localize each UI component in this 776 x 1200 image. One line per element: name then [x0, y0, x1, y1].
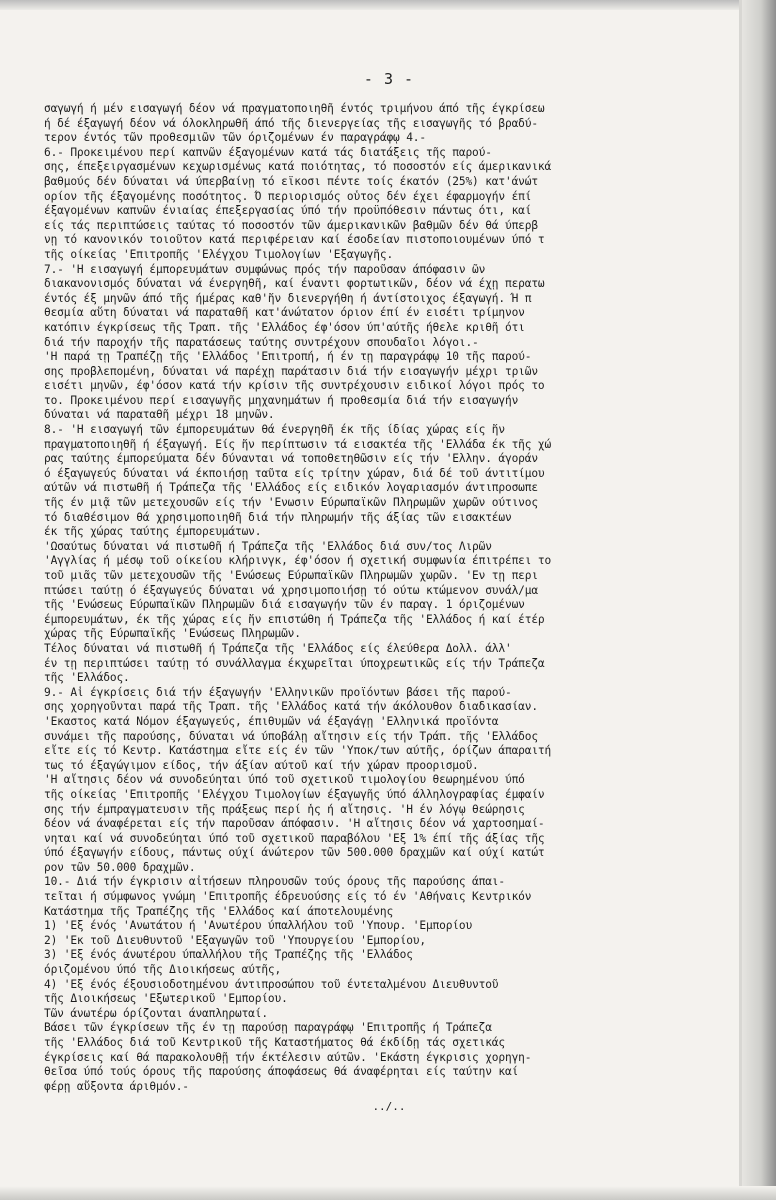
- text-line: 2) 'Εκ τοῦ Διευθυντοῦ 'Εξαγωγῶν τοῦ 'Υπουργείου 'Εμπορίου,: [44, 933, 426, 947]
- page-number: - 3 -: [363, 70, 415, 88]
- text-line: νηται καί νά συνοδεύηται ύπό τοῦ σχετικοῦ παραβόλου 'Εξ 1% έπί τῆς άξίας τῆς: [44, 831, 545, 845]
- scan-edge-top: [0, 0, 776, 10]
- text-line: τῆς Διοικήσεως 'Εξωτερικοῦ 'Εμπορίου.: [44, 992, 288, 1006]
- text-line: νῃ τό κανονικόν τοιοῦτον κατά περιφέρειαν καί έσοδείαν πιστοποιουμένων ύπό τ: [44, 233, 545, 247]
- text-line: Βάσει τῶν έγκρίσεων τῆς έν τῃ παρούσῃ παραγράφῳ 'Επιτροπῆς ή Τράπεζα: [44, 1021, 492, 1035]
- text-line: έν τῃ περιπτώσει ταύτῃ τό συνάλλαγμα έκχωρεῖται ύποχρεωτικῶς είς τήν Τράπεζα: [44, 656, 545, 670]
- text-line: κατόπιν έγκρίσεως τῆς Τραπ. τῆς 'Ελλάδος έφ'όσον ύπ'αύτῆς ήθελε κριθῆ ότι: [44, 320, 525, 334]
- text-line: όριζομένου ύπό τῆς Διοικήσεως αύτῆς,: [44, 963, 282, 977]
- text-line: τῆς οίκείας 'Επιτροπῆς 'Ελέγχου Τιμολογίων 'Εξαγωγῆς.: [44, 247, 394, 261]
- text-line: έξαγομένων καπνῶν ένιαίας έπεξεργασίας ύπό τήν προϋπόθεσιν πάντως ότι, καί: [44, 204, 532, 218]
- text-line: 9.- Αἱ έγκρίσεις διά τήν έξαγωγήν 'Ελληνικῶν προϊόντων βάσει τῆς παρού-: [44, 685, 512, 699]
- text-line: το. Προκειμένου περί εισαγωγῆς μηχανημάτων ή προθεσμία διά τήν εισαγωγήν: [44, 393, 519, 407]
- text-line: έγκρίσεις καί θά παρακολουθῇ τήν έκτέλεσιν αύτῶν. 'Εκάστη έγκρισις χορηγη-: [44, 1050, 532, 1064]
- text-line: τερον έντός τῶν προθεσμιῶν τῶν όριζομένων έν παραγράφῳ 4.-: [44, 131, 426, 145]
- text-line: τως τό έξαγώγιμον είδος, τήν άξίαν αύτοῦ καί τήν χώραν προορισμοῦ.: [44, 758, 479, 772]
- text-line: ύπό έξαγωγήν είδους, πάντως ούχί άνώτερον τῶν 500.000 δραχμῶν καί ούχί κατώτ: [44, 846, 545, 860]
- text-line: ό έξαγωγεύς δύναται νά έκποιήσῃ ταῦτα είς τρίτην χώραν, διά δέ τοῦ άντιτίμου: [44, 466, 545, 480]
- text-line: τῆς έν μιᾷ τῶν μετεχουσῶν είς τήν 'Ενωσιν Εύρωπαϊκῶν Πληρωμῶν χωρῶν ούτινος: [44, 496, 538, 510]
- text-line: 1) 'Εξ ένός 'Ανωτάτου ή 'Ανωτέρου ύπαλλήλου τοῦ 'Υπουρ. 'Εμπορίου: [44, 919, 473, 933]
- text-line: ρας ταύτης έμπορεύματα δέν δύνανται νά τοποθετηθῶσιν είς τήν 'Ελλην. άγοράν: [44, 452, 538, 466]
- text-line: συνάμει τῆς παρούσης, δύναται νά ύποβάλῃ αἴτησιν είς τήν Τράπ. τῆς 'Ελλάδος: [44, 729, 538, 743]
- text-line: έμπορευμάτων, έκ τῆς χώρας είς ἥν επιστώθη ή Τράπεζα τῆς 'Ελλάδος ή καί έτέρ: [44, 612, 545, 626]
- text-line: εἴτε είς τό Κεντρ. Κατάστημα εἴτε είς έν τῶν 'Υποκ/των αύτῆς, όρίζων άπαραιτή: [44, 744, 552, 758]
- continuation-mark: ../..: [372, 1100, 406, 1114]
- text-line: διά τήν παροχήν τῆς παρατάσεως ταύτης συντρέχουν σπουδαῖοι λόγοι.-: [44, 335, 479, 349]
- text-line: ή δέ έξαγωγή δέον νά όλοκληρωθῆ άπό τῆς διενεργείας τῆς εισαγωγῆς τό βραδύ-: [44, 116, 538, 130]
- text-line: σης τήν έμπραγματευσιν τῆς πράξεως περί ἧς ή αἴτησις. 'Η έν λόγῳ θεώρησις: [44, 802, 525, 816]
- text-line: 'Η αἴτησις δέον νά συνοδεύηται ύπό τοῦ σχετικοῦ τιμολογίου θεωρημένου ύπό: [44, 773, 525, 787]
- text-line: ορίον τῆς έξαγομένης ποσότητος. Ό περιορισμός οὗτος δέν έχει έφαρμογήν έπί: [44, 189, 532, 203]
- text-line: δέον νά άναφέρεται είς τήν παροῦσαν άπόφασιν. 'Η αἴτησις δέον νά χαρτοσημαί-: [44, 817, 545, 831]
- text-line: βαθμούς δέν δύναται νά ύπερβαίνῃ τό εϊκοσι πέντε τοίς έκατόν (25%) κατ'άνώτ: [44, 174, 538, 188]
- text-line: 'Αγγλίας ή μέσῳ τοῦ οίκείου κλήρινγκ, έφ'όσον ή σχετική συμφωνία έπιτρέπει το: [44, 554, 552, 568]
- text-line: Τῶν άνωτέρω όρίζονται άναπληρωταί.: [44, 1006, 268, 1020]
- text-line: χώρας τῆς Εύρωπαϊκῆς 'Ενώσεως Πληρωμῶν.: [44, 627, 301, 641]
- text-line: 'Η παρά τῃ Τραπέζῃ τῆς 'Ελλάδος 'Επιτροπή, ή έν τῃ παραγράφῳ 10 τῆς παρού-: [44, 350, 532, 364]
- text-line: 3) 'Εξ ένός άνωτέρου ύπαλλήλου τῆς Τραπέζης τῆς 'Ελλάδος: [44, 948, 413, 962]
- text-line: δύναται νά παραταθῆ μέχρι 18 μηνῶν.: [44, 408, 275, 422]
- text-line: 10.- Διά τήν έγκρισιν αἰτήσεων πληρουσῶν τούς όρους τῆς παρούσης άπαι-: [44, 875, 505, 889]
- document-body: [44, 102, 734, 1094]
- text-line: πραγματοποιηθῆ ή έξαγωγή. Είς ἥν περίπτωσιν τά εισακτέα τῆς 'Ελλάδα έκ τῆς χώ: [44, 437, 552, 451]
- text-line: 8.- 'Η εισαγωγή τῶν έμπορευμάτων θά ένεργηθῆ έκ τῆς ίδίας χώρας είς ἥν: [44, 423, 505, 437]
- text-line: σης προβλεπομένη, δύναται νά παρέχῃ παράτασιν διά τήν εισαγωγήν μέχρι τριῶν: [44, 364, 538, 378]
- text-line: τό διαθέσιμον θά χρησιμοποιηθῆ διά τήν πληρωμήν τῆς άξίας τῶν εισακτέων: [44, 510, 512, 524]
- text-line: Τέλος δύναται νά πιστωθῆ ή Τράπεζα τῆς 'Ελλάδος είς έλεύθερα Δολλ. άλλ': [44, 641, 512, 655]
- text-line: 6.- Προκειμένου περί καπνῶν έξαγομένων κατά τάς διατάξεις τῆς παρού-: [44, 145, 492, 159]
- text-line: τῆς 'Ενώσεως Εύρωπαϊκῶν Πληρωμῶν διά εισαγωγήν τῶν έν παραγ. 1 όριζομένων: [44, 598, 525, 612]
- text-line: έντός έξ μηνῶν άπό τῆς ήμέρας καθ'ἥν διενεργήθη ή άντίστοιχος έξαγωγή. Ή π: [44, 291, 532, 305]
- text-line: τῆς 'Ελλάδος.: [44, 671, 130, 685]
- text-line: σαγωγή ή μέν εισαγωγή δέον νά πραγματοποιηθῆ έντός τριμήνου άπό τῆς έγκρίσεω: [44, 102, 545, 115]
- text-line: σης, έπεξειργασμένων κεχωρισμένως κατά ποιότητας, τό ποσοστόν είς άμερικανικά: [44, 160, 552, 174]
- text-line: 4) 'Εξ ένός έξουσιοδοτημένου άντιπροσώπου τοῦ έντεταλμένου Διευθυντοῦ: [44, 977, 499, 991]
- scan-edge-bottom: [0, 1186, 776, 1200]
- scan-edge-right: [742, 0, 776, 1200]
- text-line: τοῦ μιᾶς τῶν μετεχουσῶν τῆς 'Ενώσεως Εύρωπαϊκῶν Πληρωμῶν χωρῶν. 'Εν τῃ περι: [44, 569, 538, 582]
- text-line: Κατάστημα τῆς Τραπέζης τῆς 'Ελλάδος καί άποτελουμένης: [44, 904, 394, 918]
- text-line: φέρῃ αὔξοντα άριθμόν.-: [44, 1079, 189, 1093]
- text-line: 7.- 'Η εισαγωγή έμπορευμάτων συμφώνως πρός τήν παροῦσαν άπόφασιν ῶν: [44, 262, 486, 276]
- text-line: 'Ωσαύτως δύναται νά πιστωθῆ ή Τράπεζα τῆς 'Ελλάδος διά συν/τος Λιρῶν: [44, 539, 492, 553]
- text-line: θεσμία αὕτη δύναται νά παραταθῆ κατ'άνώτατον όριον έπί έν εισέτι τρίμηνον: [44, 306, 525, 320]
- text-line: πτώσει ταύτῃ ό έξαγωγεύς δύναται νά χρησιμοποιήσῃ τό ούτω κτώμενον συνάλ/μα: [44, 583, 538, 597]
- text-line: σης χορηγοῦνται παρά τῆς Τραπ. τῆς 'Ελλάδος κατά τήν άκόλουθον διαδικασίαν.: [44, 700, 538, 714]
- text-line: τεῖται ή σύμφωνος γνώμη 'Επιτροπῆς έδρευούσης είς τό έν 'Αθήναις Κεντρικόν: [44, 890, 532, 904]
- text-line: εισέτι μηνῶν, έφ'όσον κατά τήν κρίσιν τῆς συντρέχουσιν ειδικοί λόγοι πρός το: [44, 379, 545, 393]
- text-line: τῆς 'Ελλάδος διά τοῦ Κεντρικοῦ τῆς Καταστήματος θά έκδίδῃ τάς σχετικάς: [44, 1036, 505, 1049]
- text-line: έκ τῆς χώρας ταύτης έμπορευμάτων.: [44, 525, 262, 539]
- text-line: ρον τῶν 50.000 δραχμῶν.: [44, 860, 196, 874]
- text-line: διακανονισμός δύναται νά ένεργηθῆ, καί έναντι φορτωτικῶν, δέον νά έχῃ περατω: [44, 277, 545, 291]
- text-line: 'Εκαστος κατά Νόμον έξαγωγεύς, έπιθυμῶν νά έξαγάγῃ 'Ελληνικά προϊόντα: [44, 714, 499, 728]
- text-line: είς τάς περιπτώσεις ταύτας τό ποσοστόν τῶν άμερικανικῶν βαθμῶν δέν θά ύπερβ: [44, 218, 538, 232]
- text-line: τῆς οίκείας 'Επιτροπῆς 'Ελέγχου Τιμολογίων έξαγωγῆς ύπό άλληλογραφίας έμφαίν: [44, 787, 545, 801]
- text-line: θεῖσα ύπό τούς όρους τῆς παρούσης άποφάσεως θά άναφέρηται είς ταύτην καί: [44, 1065, 519, 1079]
- text-line: αύτῶν νά πιστωθῆ ή Τράπεζα τῆς 'Ελλάδος είς ειδικόν λογαριασμόν άντιπροσωπε: [44, 481, 538, 495]
- document-page: [44, 70, 734, 1130]
